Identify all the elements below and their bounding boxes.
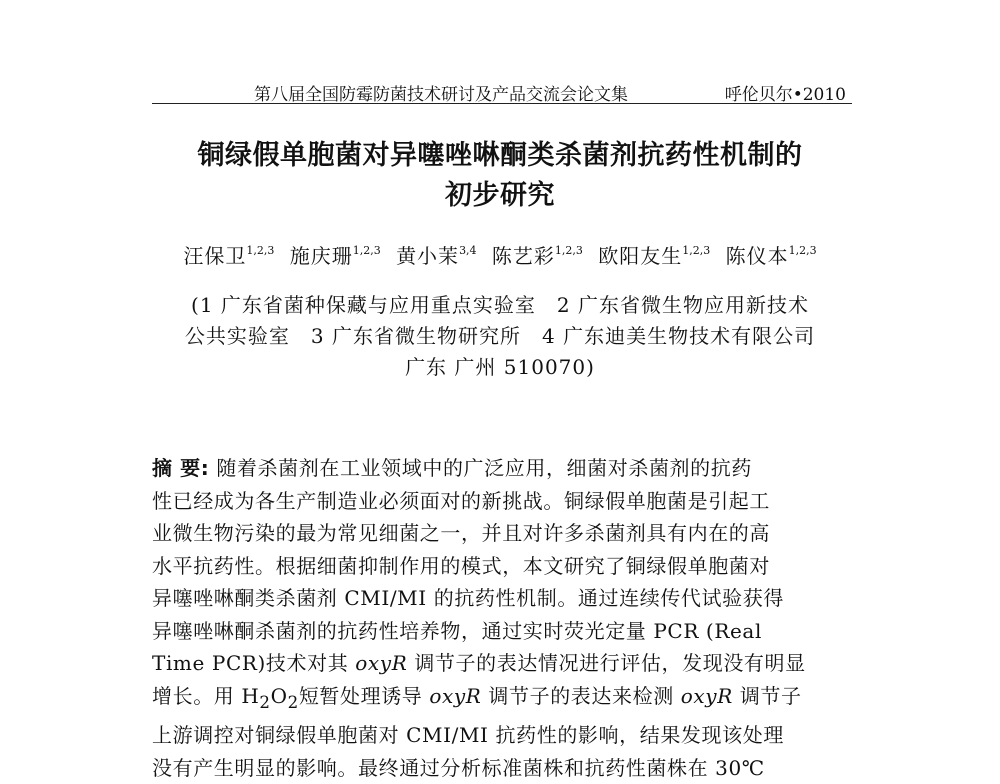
author-name: 陈仪本 — [726, 244, 789, 268]
abstract-line: 性已经成为各生产制造业必须面对的新挑战。铜绿假单胞菌是引起工 — [152, 485, 852, 518]
abstract-text: 调节子 — [733, 684, 802, 708]
abstract-label: 摘 要: — [152, 456, 209, 480]
author — [726, 244, 817, 268]
gene-name: oxyR — [429, 684, 481, 708]
paper-title — [150, 136, 850, 216]
author-name: 陈艺彩 — [492, 244, 555, 268]
abstract-text: 调节子的表达情况进行评估，发现没有明显 — [407, 651, 805, 675]
abstract-text: 调节子的表达来检测 — [481, 684, 680, 708]
author — [396, 244, 477, 268]
abstract-line: 没有产生明显的影响。最终通过分析标准菌株和抗药性菌株在 30℃ — [152, 752, 852, 784]
abstract-line: 水平抗药性。根据细菌抑制作用的模式，本文研究了铜绿假单胞菌对 — [152, 550, 852, 583]
location-year: 呼伦贝尔•2010 — [725, 80, 846, 105]
abstract-line — [152, 452, 852, 485]
author-name: 施庆珊 — [290, 244, 353, 268]
author — [598, 244, 710, 268]
subscript: 2 — [259, 693, 270, 712]
abstract-line — [152, 680, 852, 720]
gene-name: oxyR — [681, 684, 733, 708]
author — [183, 244, 274, 268]
author-affiliation-mark: 3,4 — [459, 244, 477, 257]
abstract-text: O — [271, 684, 288, 708]
title-line-2: 初步研究 — [150, 176, 850, 216]
abstract-line: 异噻唑啉酮类杀菌剂 CMI/MI 的抗药性机制。通过连续传代试验获得 — [152, 582, 852, 615]
gene-name: oxyR — [355, 651, 407, 675]
author-affiliation-mark: 1,2,3 — [246, 244, 274, 257]
author-name: 欧阳友生 — [598, 244, 682, 268]
affiliation-line-3: 广东 广州 510070) — [150, 352, 850, 383]
author — [290, 244, 381, 268]
abstract-line: 异噻唑啉酮杀菌剂的抗药性培养物，通过实时荧光定量 PCR (Real — [152, 615, 852, 648]
author-name: 黄小茉 — [396, 244, 459, 268]
author-list — [150, 240, 850, 269]
title-line-1: 铜绿假单胞菌对异噻唑啉酮类杀菌剂抗药性机制的 — [150, 136, 850, 176]
header-rule — [152, 103, 852, 104]
author-affiliation-mark: 1,2,3 — [555, 244, 583, 257]
affiliation-block — [150, 290, 850, 383]
abstract — [152, 452, 852, 784]
author-affiliation-mark: 1,2,3 — [789, 244, 817, 257]
affiliation-line-2: 公共实验室 3 广东省微生物研究所 4 广东迪美生物技术有限公司 — [150, 321, 850, 352]
affiliation-line-1: (1 广东省菌种保藏与应用重点实验室 2 广东省微生物应用新技术 — [150, 290, 850, 321]
author-affiliation-mark: 1,2,3 — [682, 244, 710, 257]
author — [492, 244, 583, 268]
abstract-line: 业微生物污染的最为常见细菌之一，并且对许多杀菌剂具有内在的高 — [152, 517, 852, 550]
abstract-text: 随着杀菌剂在工业领域中的广泛应用，细菌对杀菌剂的抗药 — [216, 456, 752, 480]
proceedings-title: 第八届全国防霉防菌技术研讨及产品交流会论文集 — [254, 80, 628, 105]
subscript: 2 — [288, 693, 299, 712]
abstract-line: 上游调控对铜绿假单胞菌对 CMI/MI 抗药性的影响，结果发现该处理 — [152, 719, 852, 752]
author-affiliation-mark: 1,2,3 — [353, 244, 381, 257]
abstract-text: Time PCR)技术对其 — [152, 651, 355, 675]
author-name: 汪保卫 — [183, 244, 246, 268]
abstract-line — [152, 647, 852, 680]
abstract-text: 增长。用 H — [152, 684, 259, 708]
abstract-text: 短暂处理诱导 — [299, 684, 430, 708]
